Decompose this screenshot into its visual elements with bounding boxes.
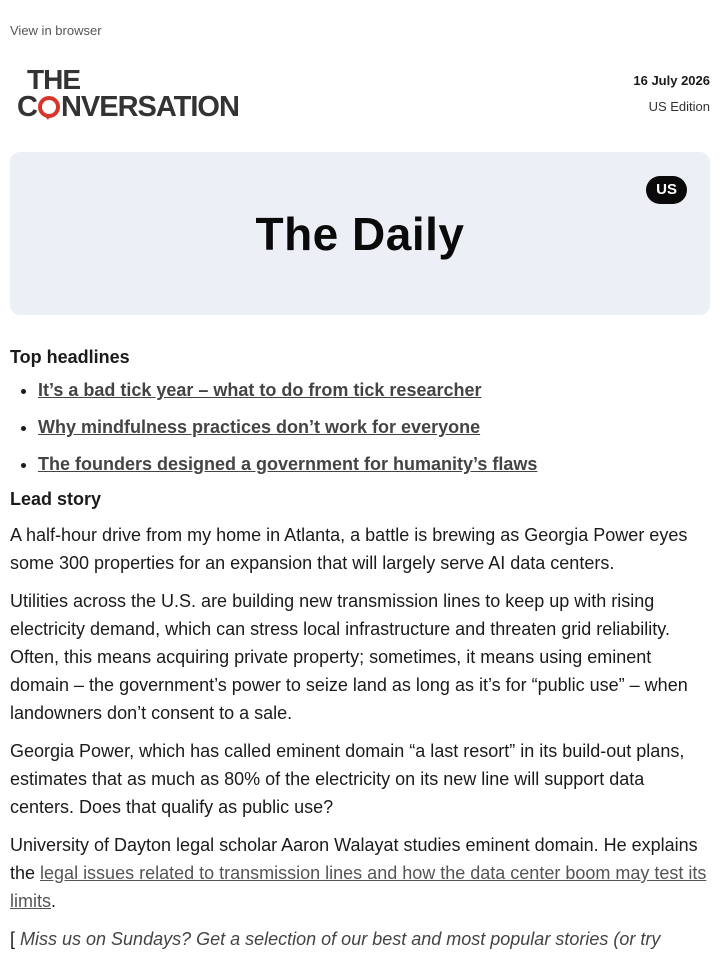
newsletter-content <box>10 345 710 953</box>
newsletter-banner <box>10 152 710 315</box>
issue-date: 16 July 2026 <box>633 73 710 88</box>
edition-label: US Edition <box>648 99 710 114</box>
sunday-promo <box>10 925 710 953</box>
lead-paragraph-text: University of Dayton legal scholar Aaron Walayat studies eminent domain. He explains the <box>10 835 698 883</box>
issue-info <box>633 73 710 114</box>
newsletter-title: The Daily <box>255 208 465 260</box>
headline-link[interactable]: Why mindfulness practices don’t work for everyone <box>38 417 481 437</box>
the-conversation-logo[interactable] <box>17 66 239 122</box>
headline-link[interactable]: It’s a bad tick year – what to do from tick researcher <box>38 380 482 400</box>
sunday-promo-text: Miss us on Sundays? Get a selection of our best and most popular stories (or try <box>20 929 661 949</box>
logo-letter-c: C <box>17 91 37 123</box>
lead-paragraph: Utilities across the U.S. are building new transmission lines to keep up with rising electricity demand, which can stress local infrastructure and threaten grid reliability. Often, this means acquiring private property; sometimes, it means using eminent domain – the government’s power to seize land as long as it’s for “public use” – when landowners don’t consent to a sale. <box>10 591 688 723</box>
lead-paragraph-end: . <box>51 891 57 911</box>
logo-rest: NVERSATION <box>60 91 239 123</box>
headline-item <box>38 452 710 476</box>
logo-line-conversation <box>17 93 239 122</box>
headline-item <box>38 378 710 402</box>
bracket-text: [ <box>10 929 21 949</box>
logo-line-the: THE <box>27 64 80 95</box>
headline-item <box>38 415 710 439</box>
headline-link[interactable]: The founders designed a government for humanity’s flaws <box>38 454 538 474</box>
top-headlines-heading: Top headlines <box>10 347 130 367</box>
lead-paragraph: Georgia Power, which has called eminent domain “a last resort” in its build-out plans, estimates that as much as 80% of the electricity on its new line will support data centers. Does that qualify as public use? <box>10 741 685 817</box>
speech-bubble-icon <box>38 96 60 118</box>
headline-list <box>10 378 710 476</box>
lead-paragraph <box>10 831 710 915</box>
edition-badge: US <box>646 176 687 204</box>
article-link[interactable]: legal issues related to transmission lines and how the data center boom may test its limits <box>10 863 707 911</box>
lead-paragraph: A half-hour drive from my home in Atlanta, a battle is brewing as Georgia Power eyes some 300 properties for an expansion that will largely serve AI data centers. <box>10 525 688 573</box>
view-in-browser-link[interactable]: View in browser <box>10 23 102 38</box>
lead-story-heading: Lead story <box>10 489 102 509</box>
